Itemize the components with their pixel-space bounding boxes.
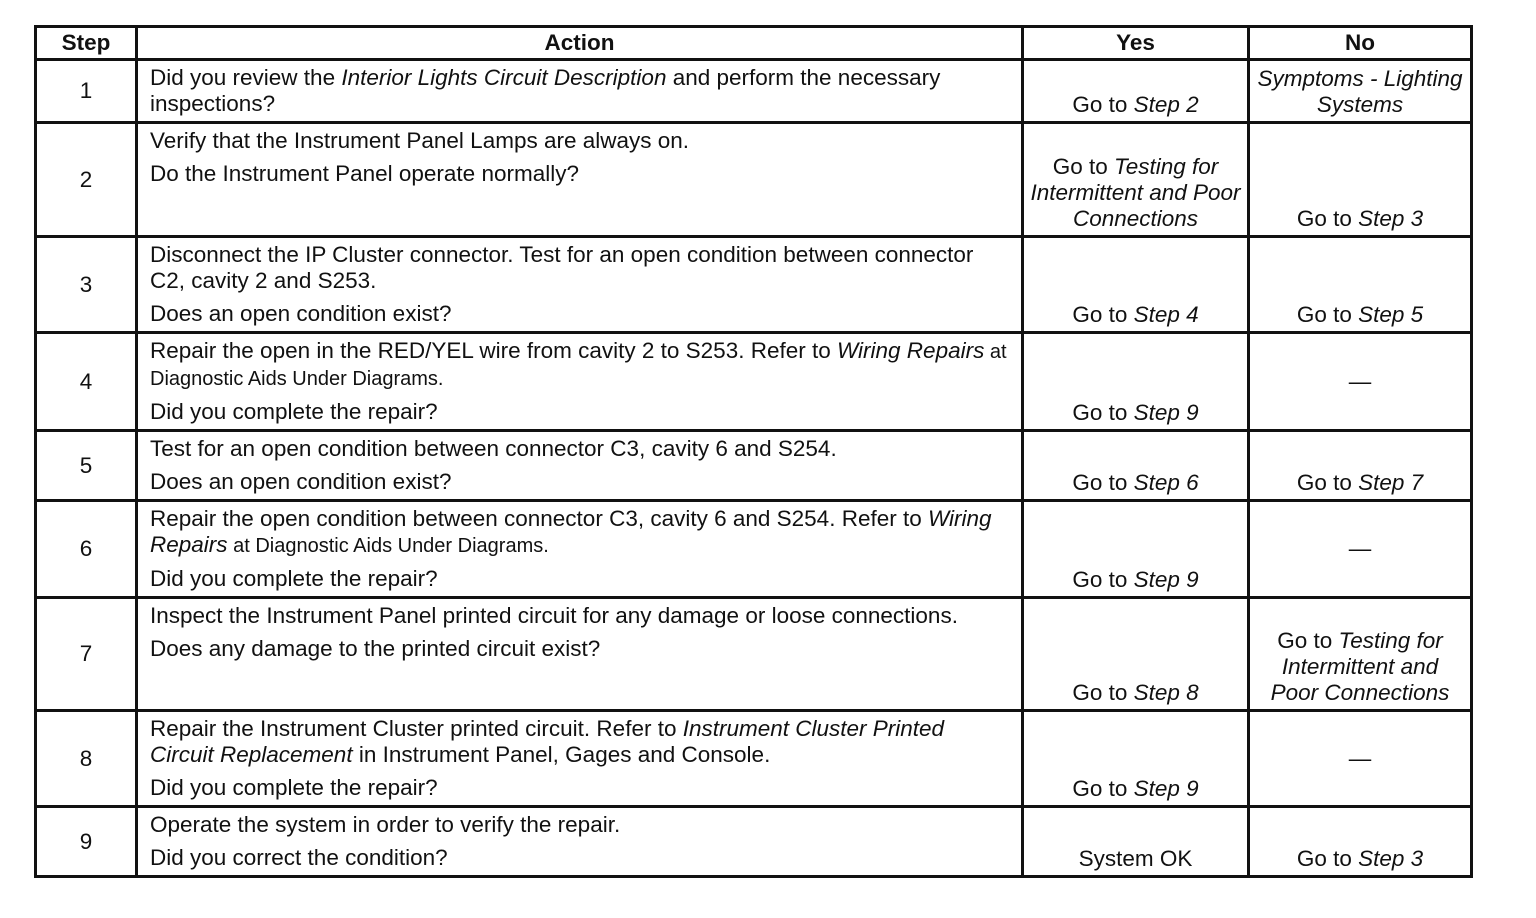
- action-cell: [137, 431, 1023, 501]
- action-text: Inspect the Instrument Panel printed circuit for any damage or loose connections.: [150, 603, 958, 628]
- action-cell: [137, 501, 1023, 598]
- yes-cell: [1023, 711, 1249, 807]
- action-paragraph: [150, 128, 1009, 154]
- action-paragraph: [150, 399, 1009, 425]
- table-row: [36, 431, 1472, 501]
- step-number: 4: [36, 333, 137, 431]
- yes-cell: [1023, 807, 1249, 877]
- action-text: Operate the system in order to verify the repair.: [150, 812, 621, 837]
- step-number: 2: [36, 123, 137, 237]
- no-text: Go to: [1296, 470, 1359, 495]
- yes-text: Go to: [1072, 776, 1134, 801]
- action-text: Does an open condition exist?: [150, 301, 452, 326]
- header-action: Action: [137, 27, 1023, 60]
- diagnostic-table-sheet: [34, 25, 1470, 878]
- action-text: and perform the necessary inspections?: [150, 65, 941, 116]
- action-text: Disconnect the IP Cluster connector. Test for an open condition between connector C2, cavity 2 and S253.: [150, 242, 974, 293]
- no-text: Go to: [1296, 846, 1359, 871]
- step-number: 6: [36, 501, 137, 598]
- table-row: [36, 237, 1472, 333]
- no-emphasis: Step 3: [1358, 206, 1424, 231]
- header-step: Step: [36, 27, 137, 60]
- table-row: [36, 333, 1472, 431]
- yes-text: Go to: [1072, 400, 1134, 425]
- yes-cell: [1023, 237, 1249, 333]
- action-cell: [137, 807, 1023, 877]
- action-paragraph: [150, 338, 1009, 392]
- no-cell: [1249, 237, 1472, 333]
- action-cell: [137, 598, 1023, 711]
- action-text: Repair the open condition between connector C3, cavity 6 and S254. Refer to: [150, 506, 928, 531]
- no-text: Go to: [1296, 302, 1359, 327]
- yes-text: Go to: [1052, 154, 1115, 179]
- yes-emphasis: Step 6: [1133, 470, 1199, 495]
- yes-emphasis: Step 9: [1133, 567, 1199, 592]
- action-text: at Diagnostic Aids Under Diagrams.: [150, 341, 1007, 390]
- action-paragraph: [150, 566, 1009, 592]
- no-emphasis: Step 5: [1358, 302, 1424, 327]
- table-row: [36, 711, 1472, 807]
- yes-emphasis: Step 8: [1133, 680, 1199, 705]
- action-paragraph: [150, 812, 1009, 838]
- yes-text: System OK: [1078, 846, 1193, 871]
- yes-cell: [1023, 123, 1249, 237]
- yes-text: Go to: [1072, 470, 1134, 495]
- header-no: No: [1249, 27, 1472, 60]
- no-cell: [1249, 598, 1472, 711]
- table-row: [36, 501, 1472, 598]
- no-cell: [1249, 711, 1472, 807]
- action-paragraph: [150, 242, 1009, 294]
- action-emphasis: Instrument Cluster Printed Circuit Replacement: [150, 716, 945, 767]
- header-row: [36, 27, 1472, 60]
- action-cell: [137, 711, 1023, 807]
- action-emphasis: Wiring Repairs: [837, 338, 985, 363]
- table-row: [36, 60, 1472, 123]
- not-applicable-dash: —: [1348, 745, 1372, 771]
- step-number: 9: [36, 807, 137, 877]
- yes-text: Go to: [1072, 680, 1134, 705]
- yes-cell: [1023, 333, 1249, 431]
- yes-emphasis: Step 9: [1133, 776, 1199, 801]
- action-emphasis: Interior Lights Circuit Description: [341, 65, 667, 90]
- action-text: Did you complete the repair?: [150, 566, 438, 591]
- action-text: at Diagnostic Aids Under Diagrams.: [227, 535, 549, 557]
- no-emphasis: Symptoms - Lighting Systems: [1257, 66, 1463, 117]
- action-text: Verify that the Instrument Panel Lamps are always on.: [150, 128, 690, 153]
- yes-cell: [1023, 501, 1249, 598]
- no-text: Go to: [1296, 206, 1359, 231]
- yes-emphasis: Step 9: [1133, 400, 1199, 425]
- not-applicable-dash: —: [1348, 536, 1372, 561]
- action-text: Did you complete the repair?: [150, 775, 438, 800]
- step-number: 1: [36, 60, 137, 123]
- table-body: [36, 60, 1472, 877]
- action-paragraph: [150, 506, 1009, 559]
- not-applicable-dash: —: [1348, 368, 1372, 394]
- table-row: [36, 598, 1472, 711]
- header-yes: Yes: [1023, 27, 1249, 60]
- step-number: 3: [36, 237, 137, 333]
- yes-emphasis: Testing for Intermittent and Poor Connections: [1030, 154, 1241, 231]
- yes-cell: [1023, 60, 1249, 123]
- no-cell: [1249, 123, 1472, 237]
- action-cell: [137, 123, 1023, 237]
- yes-emphasis: Step 4: [1133, 302, 1199, 327]
- action-text: Does an open condition exist?: [150, 469, 452, 494]
- no-cell: [1249, 501, 1472, 598]
- yes-text: Go to: [1072, 302, 1134, 327]
- step-number: 8: [36, 711, 137, 807]
- action-text: Do the Instrument Panel operate normally?: [150, 161, 579, 186]
- yes-cell: [1023, 431, 1249, 501]
- action-paragraph: [150, 469, 1009, 495]
- step-number: 5: [36, 431, 137, 501]
- yes-cell: [1023, 598, 1249, 711]
- action-cell: [137, 237, 1023, 333]
- action-cell: [137, 333, 1023, 431]
- action-text: Did you correct the condition?: [150, 845, 448, 870]
- no-cell: [1249, 333, 1472, 431]
- diagnostic-table: [34, 25, 1473, 878]
- no-cell: [1249, 431, 1472, 501]
- action-paragraph: [150, 65, 1009, 117]
- action-text: Test for an open condition between connector C3, cavity 6 and S254.: [150, 436, 837, 461]
- action-text: in Instrument Panel, Gages and Console.: [352, 742, 771, 767]
- no-emphasis: Testing for Intermittent and Poor Connections: [1270, 628, 1450, 705]
- no-cell: [1249, 807, 1472, 877]
- action-paragraph: [150, 716, 1009, 768]
- action-text: Did you complete the repair?: [150, 399, 438, 424]
- action-text: Repair the Instrument Cluster printed circuit. Refer to: [150, 716, 683, 741]
- yes-text: Go to: [1072, 567, 1134, 592]
- no-text: Go to: [1277, 628, 1339, 653]
- no-cell: [1249, 60, 1472, 123]
- action-paragraph: [150, 436, 1009, 462]
- action-paragraph: [150, 775, 1009, 801]
- action-paragraph: [150, 636, 1009, 662]
- action-text: Does any damage to the printed circuit exist?: [150, 636, 601, 661]
- action-text: Repair the open in the RED/YEL wire from cavity 2 to S253. Refer to: [150, 338, 837, 363]
- table-row: [36, 123, 1472, 237]
- action-paragraph: [150, 603, 1009, 629]
- action-paragraph: [150, 161, 1009, 187]
- action-emphasis: Wiring Repairs: [150, 506, 992, 557]
- action-text: Did you review the: [150, 65, 342, 90]
- no-emphasis: Step 3: [1358, 846, 1424, 871]
- step-number: 7: [36, 598, 137, 711]
- action-paragraph: [150, 301, 1009, 327]
- action-cell: [137, 60, 1023, 123]
- table-row: [36, 807, 1472, 877]
- no-emphasis: Step 7: [1358, 470, 1424, 495]
- yes-text: Go to: [1072, 92, 1134, 117]
- action-paragraph: [150, 845, 1009, 871]
- yes-emphasis: Step 2: [1133, 92, 1199, 117]
